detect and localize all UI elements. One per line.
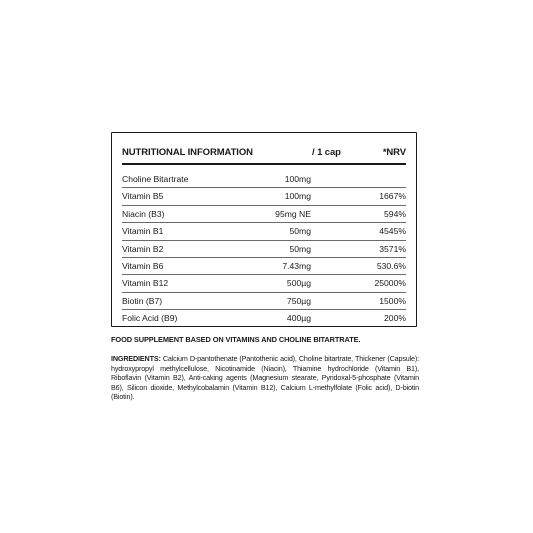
row-nrv: 200% [384,313,406,324]
table-row [122,258,406,275]
row-name: Folic Acid (B9) [122,313,178,324]
header-nrv: *NRV [382,147,406,158]
ingredients-text: Calcium D-pantothenate (Pantothenic acid), Choline bitartrate, Thickener (Capsule): hydroxypropyl methylcellulose, Nicotinamide (Niacin), Thiamine hydrochloride (Vitamin B1), Riboflavin (Vitamin B2), Anti-caking agents (Magnesium stearate, Pyridoxal-5-phosphate (Vitamin B6), Silicon dioxide, Methylcobalamin (Vitamin B12), Calcium L-methylfolate (Folic acid), D-biotin (Biotin). [111,354,419,402]
header-name: NUTRITIONAL INFORMATION [122,147,253,158]
table-row [122,223,406,240]
row-name: Vitamin B6 [122,260,164,271]
row-nrv: 1667% [379,191,406,202]
row-name: Vitamin B5 [122,191,164,202]
row-nrv: 25000% [374,278,406,289]
table-body [122,171,406,327]
row-nrv: 594% [384,208,406,219]
table-row [122,188,406,205]
row-amount: 100mg [284,191,311,202]
row-name: Choline Bitartrate [122,174,189,184]
table-row [122,310,406,326]
row-name: Niacin (B3) [122,208,165,219]
row-amount: 750µg [286,295,311,306]
row-name: Biotin (B7) [122,295,163,306]
row-amount: 400µg [286,313,311,324]
table-row [122,171,406,188]
table-row [122,293,406,310]
row-nrv: 3571% [379,243,406,254]
ingredients-label: INGREDIENTS: [111,354,161,363]
table-header [122,145,406,163]
row-nrv: 530.6% [376,260,406,271]
header-divider [122,163,406,165]
header-amount: / 1 cap [312,147,341,158]
table-row [122,206,406,223]
table-row [122,275,406,292]
row-amount: 50mg [289,243,311,254]
nutrition-table [111,132,417,327]
supplement-statement: FOOD SUPPLEMENT BASED ON VITAMINS AND CHOLINE BITARTRATE. [111,335,361,344]
row-amount: 95mg NE [275,208,311,219]
row-amount: 100mg [284,174,311,184]
row-nrv: 1500% [379,295,406,306]
row-nrv: 4545% [379,226,406,237]
table-row [122,241,406,258]
ingredients-list [111,354,419,402]
row-name: Vitamin B2 [122,243,164,254]
row-name: Vitamin B12 [122,278,169,289]
row-amount: 50mg [289,226,311,237]
row-name: Vitamin B1 [122,226,164,237]
row-amount: 7.43mg [282,260,311,271]
row-amount: 500µg [286,278,311,289]
